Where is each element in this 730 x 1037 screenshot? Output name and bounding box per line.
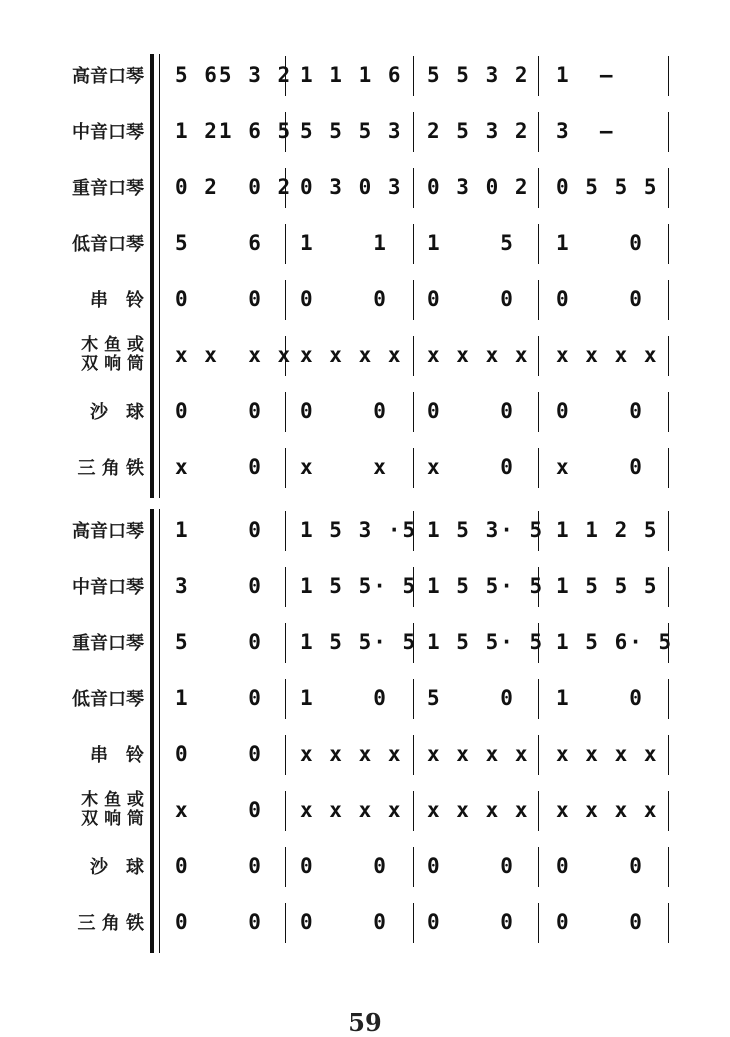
- barline: [285, 567, 286, 607]
- measure-notes: 1 0: [556, 686, 644, 710]
- measure-notes: 0 0: [556, 399, 644, 423]
- staff-row: [0, 729, 730, 779]
- instrument-label: 重音口琴: [72, 178, 144, 199]
- measure-notes: 0 2 0 2: [175, 175, 293, 199]
- measure-notes: x x x x: [175, 343, 293, 367]
- barline: [538, 448, 539, 488]
- measure-notes: 1 1 2 5: [556, 518, 659, 542]
- barline: [413, 903, 414, 943]
- measure-notes: 0 0: [300, 854, 388, 878]
- barline: [538, 168, 539, 208]
- measure-notes: 1 1 1 6: [300, 63, 403, 87]
- measure-notes: 1 5 6· 5: [556, 630, 674, 654]
- staff-row: [0, 505, 730, 555]
- staff-row: [0, 617, 730, 667]
- barline: [285, 448, 286, 488]
- staff-row: [0, 442, 730, 492]
- instrument-label: 重音口琴: [72, 633, 144, 654]
- barline: [668, 336, 669, 376]
- barline: [538, 224, 539, 264]
- staff-row: [0, 673, 730, 723]
- measure-notes: 1 21 6 5: [175, 119, 293, 143]
- instrument-label: 低音口琴: [72, 689, 144, 710]
- barline: [285, 623, 286, 663]
- measure-notes: 5 5 5 3: [300, 119, 403, 143]
- barline: [668, 224, 669, 264]
- measure-notes: x x x x: [427, 742, 530, 766]
- instrument-label: 三 角 铁: [77, 458, 144, 479]
- measure-notes: 0 0: [175, 854, 263, 878]
- measure-notes: x x x x: [300, 742, 403, 766]
- barline: [668, 847, 669, 887]
- measure-notes: x x x x: [556, 343, 659, 367]
- measure-notes: 5 0: [427, 686, 515, 710]
- instrument-label: 木 鱼 或 双 响 筒: [81, 335, 144, 374]
- score-system-2: [0, 505, 730, 953]
- measure-notes: 0 0: [300, 287, 388, 311]
- measure-notes: 0 0: [427, 910, 515, 934]
- instrument-label: 沙 球: [90, 857, 144, 878]
- barline: [668, 168, 669, 208]
- barline: [538, 623, 539, 663]
- measure-notes: 1 5 3 ·5: [300, 518, 418, 542]
- measure-notes: 0 0: [175, 287, 263, 311]
- barline: [285, 112, 286, 152]
- barline: [413, 168, 414, 208]
- measure-notes: 1 5 5· 5: [427, 574, 545, 598]
- instrument-label: 串 铃: [90, 745, 144, 766]
- barline: [538, 791, 539, 831]
- measure-notes: 1 5 5· 5: [300, 630, 418, 654]
- measure-notes: x 0: [175, 455, 263, 479]
- barline: [413, 511, 414, 551]
- instrument-label: 低音口琴: [72, 234, 144, 255]
- barline: [413, 336, 414, 376]
- barline: [413, 847, 414, 887]
- barline: [538, 392, 539, 432]
- barline: [668, 791, 669, 831]
- measure-notes: x x x x: [427, 798, 530, 822]
- instrument-label: 中音口琴: [72, 122, 144, 143]
- measure-notes: 3 0: [175, 574, 263, 598]
- measure-notes: 0 0: [556, 910, 644, 934]
- instrument-label: 木 鱼 或 双 响 筒: [81, 790, 144, 829]
- measure-notes: 1 5 5· 5: [427, 630, 545, 654]
- measure-notes: 1 –: [556, 63, 615, 87]
- measure-notes: 0 0: [300, 910, 388, 934]
- measure-notes: 0 0: [175, 399, 263, 423]
- barline: [285, 280, 286, 320]
- instrument-label: 三 角 铁: [77, 913, 144, 934]
- barline: [413, 623, 414, 663]
- barline: [285, 903, 286, 943]
- instrument-label: 高音口琴: [72, 521, 144, 542]
- score-system-1: [0, 50, 730, 498]
- barline: [413, 679, 414, 719]
- measure-notes: x x x x: [300, 798, 403, 822]
- barline: [413, 735, 414, 775]
- staff-row: [0, 106, 730, 156]
- barline: [413, 392, 414, 432]
- barline: [538, 336, 539, 376]
- barline: [413, 112, 414, 152]
- barline: [668, 448, 669, 488]
- measure-notes: x x x x: [427, 343, 530, 367]
- staff-row: [0, 218, 730, 268]
- barline: [668, 567, 669, 607]
- barline: [668, 112, 669, 152]
- measure-notes: 5 6: [175, 231, 263, 255]
- barline: [538, 280, 539, 320]
- measure-notes: 2 5 3 2: [427, 119, 530, 143]
- measure-notes: x x x x: [300, 343, 403, 367]
- barline: [285, 847, 286, 887]
- barline: [413, 567, 414, 607]
- barline: [538, 679, 539, 719]
- barline: [668, 56, 669, 96]
- staff-row: [0, 386, 730, 436]
- measure-notes: 0 5 5 5: [556, 175, 659, 199]
- barline: [538, 567, 539, 607]
- measure-notes: 1 5 3· 5: [427, 518, 545, 542]
- barline: [285, 336, 286, 376]
- barline: [538, 112, 539, 152]
- measure-notes: 1 0: [175, 518, 263, 542]
- barline: [668, 735, 669, 775]
- measure-notes: 1 0: [300, 686, 388, 710]
- measure-notes: 0 0: [556, 287, 644, 311]
- barline: [668, 511, 669, 551]
- barline: [413, 224, 414, 264]
- staff-row: [0, 897, 730, 947]
- barline: [413, 448, 414, 488]
- barline: [538, 735, 539, 775]
- barline: [285, 224, 286, 264]
- staff-row: [0, 330, 730, 380]
- measure-notes: 5 65 3 2: [175, 63, 293, 87]
- measure-notes: x x x x: [556, 742, 659, 766]
- measure-notes: 0 0: [175, 910, 263, 934]
- barline: [668, 679, 669, 719]
- measure-notes: x 0: [175, 798, 263, 822]
- barline: [413, 791, 414, 831]
- measure-notes: 1 0: [175, 686, 263, 710]
- instrument-label: 高音口琴: [72, 66, 144, 87]
- measure-notes: 1 5 5 5: [556, 574, 659, 598]
- barline: [285, 511, 286, 551]
- staff-row: [0, 162, 730, 212]
- measure-notes: 3 –: [556, 119, 615, 143]
- instrument-label: 沙 球: [90, 402, 144, 423]
- measure-notes: 0 0: [427, 854, 515, 878]
- barline: [668, 903, 669, 943]
- instrument-label: 串 铃: [90, 290, 144, 311]
- barline: [285, 56, 286, 96]
- measure-notes: 0 3 0 2: [427, 175, 530, 199]
- barline: [285, 392, 286, 432]
- barline: [668, 392, 669, 432]
- measure-notes: 0 0: [300, 399, 388, 423]
- staff-row: [0, 274, 730, 324]
- measure-notes: x 0: [427, 455, 515, 479]
- page-number: 59: [348, 1008, 382, 1037]
- measure-notes: x 0: [556, 455, 644, 479]
- measure-notes: 5 0: [175, 630, 263, 654]
- measure-notes: 0 0: [427, 399, 515, 423]
- measure-notes: 0 3 0 3: [300, 175, 403, 199]
- barline: [538, 847, 539, 887]
- measure-notes: 1 1: [300, 231, 388, 255]
- barline: [285, 735, 286, 775]
- staff-row: [0, 50, 730, 100]
- measure-notes: 1 5: [427, 231, 515, 255]
- measure-notes: 5 5 3 2: [427, 63, 530, 87]
- barline: [285, 679, 286, 719]
- barline: [285, 791, 286, 831]
- measure-notes: 0 0: [427, 287, 515, 311]
- measure-notes: x x: [300, 455, 388, 479]
- measure-notes: 1 0: [556, 231, 644, 255]
- measure-notes: 0 0: [175, 742, 263, 766]
- barline: [668, 280, 669, 320]
- instrument-label: 中音口琴: [72, 577, 144, 598]
- barline: [285, 168, 286, 208]
- measure-notes: 0 0: [556, 854, 644, 878]
- barline: [668, 623, 669, 663]
- measure-notes: 1 5 5· 5: [300, 574, 418, 598]
- measure-notes: x x x x: [556, 798, 659, 822]
- barline: [413, 56, 414, 96]
- staff-row: [0, 841, 730, 891]
- barline: [538, 511, 539, 551]
- barline: [413, 280, 414, 320]
- staff-row: [0, 785, 730, 835]
- barline: [538, 56, 539, 96]
- barline: [538, 903, 539, 943]
- staff-row: [0, 561, 730, 611]
